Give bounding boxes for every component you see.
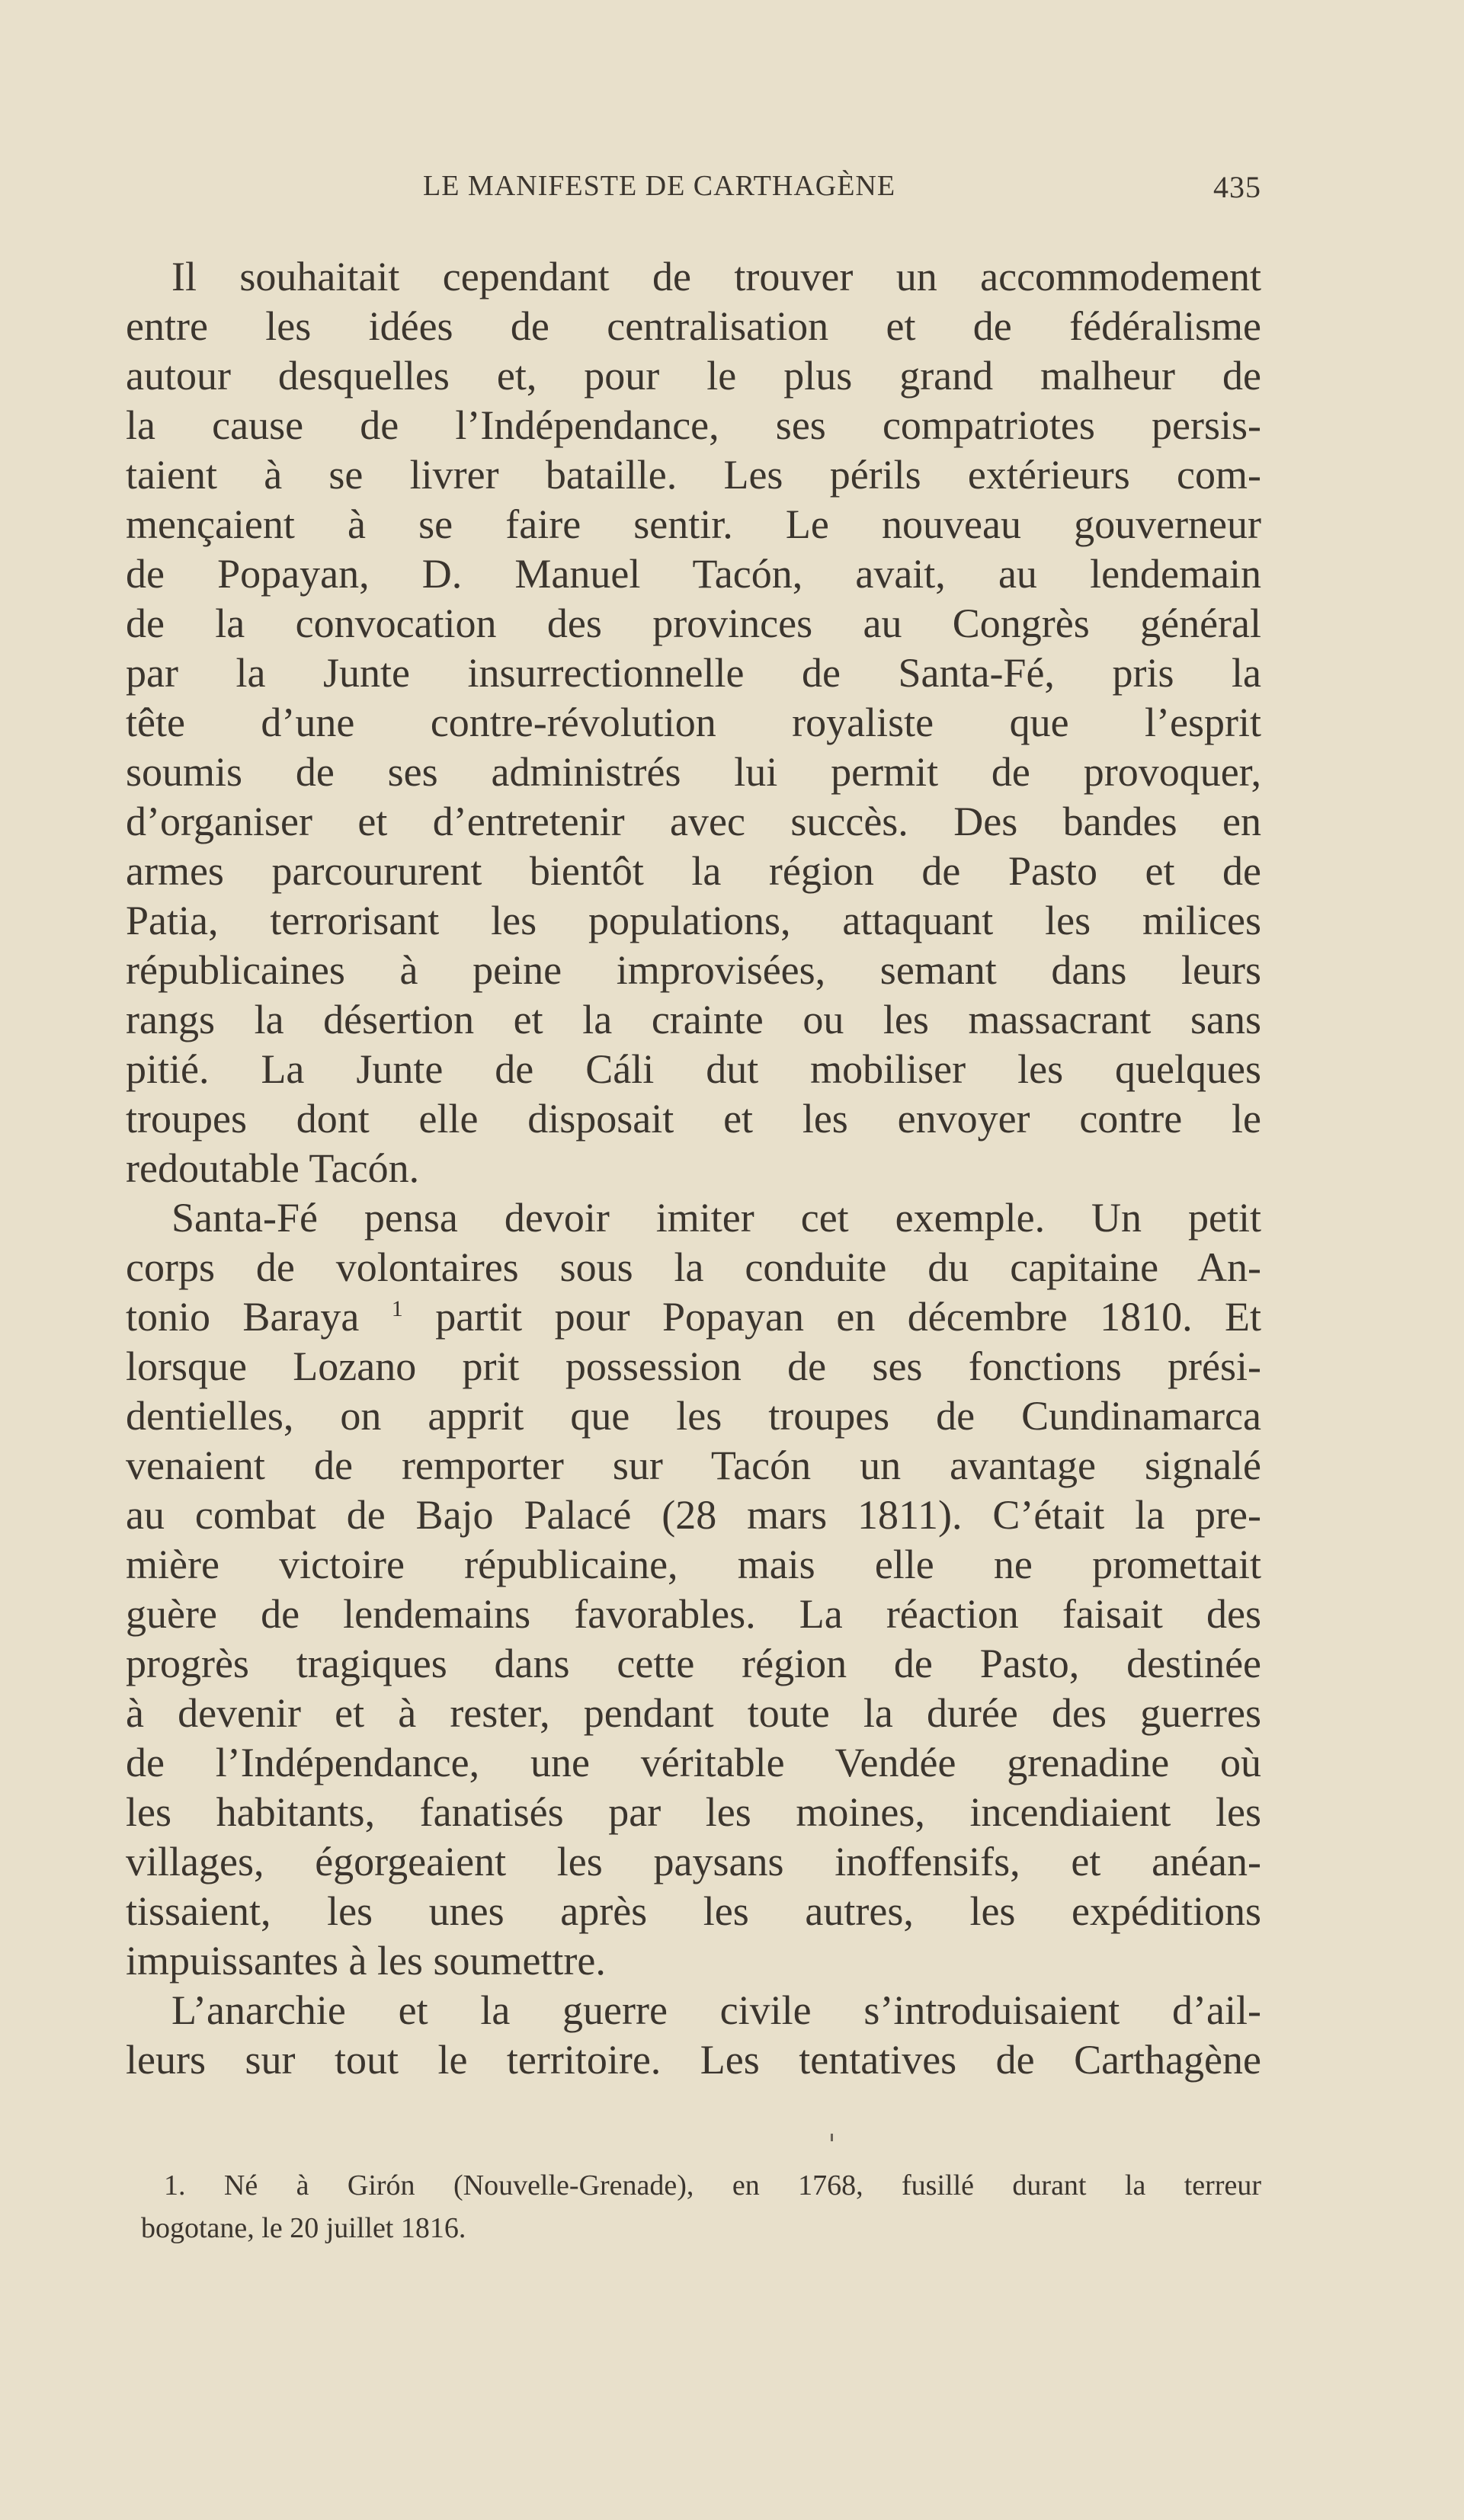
text-line: mençaient à se faire sentir. Le nouveau gouverneur xyxy=(126,501,1261,547)
text-line: Santa-Fé pensa devoir imiter cet exemple. Un petit xyxy=(171,1195,1261,1241)
text-line: tissaient, les unes après les autres, les expéditions xyxy=(126,1888,1261,1934)
text-line: par la Junte insurrectionnelle de Santa-Fé, pris la xyxy=(126,650,1261,696)
text-line: rangs la désertion et la crainte ou les massacrant sans xyxy=(126,997,1261,1042)
text-line: guère de lendemains favorables. La réaction faisait des xyxy=(126,1591,1261,1637)
footnote-line: 1. Né à Girón (Nouvelle-Grenade), en 1768, fusillé durant la terreur xyxy=(164,2169,1261,2201)
line-segment: partit pour Popayan en décembre 1810. Et xyxy=(435,1294,1262,1340)
text-line: troupes dont elle disposait et les envoyer contre le xyxy=(126,1096,1261,1142)
line-segment: tonio Baraya xyxy=(126,1294,360,1340)
running-header xyxy=(423,169,1261,207)
text-line: autour desquelles et, pour le plus grand malheur de xyxy=(126,353,1261,399)
footnote-line: bogotane, le 20 juillet 1816. xyxy=(141,2212,466,2244)
text-line: armes parcoururent bientôt la région de Pasto et de xyxy=(126,848,1261,894)
text-line: pitié. La Junte de Cáli dut mobiliser les quelques xyxy=(126,1046,1261,1092)
text-line: corps de volontaires sous la conduite du capitaine An- xyxy=(126,1244,1261,1290)
text-line: au combat de Bajo Palacé (28 mars 1811). C’était la pre- xyxy=(126,1492,1261,1538)
text-line: Il souhaitait cependant de trouver un accommodement xyxy=(171,254,1261,299)
text-line: impuissantes à les soumettre. xyxy=(126,1938,606,1984)
text-line: mière victoire républicaine, mais elle ne promettait xyxy=(126,1542,1261,1587)
running-title: LE MANIFESTE DE CARTHAGÈNE xyxy=(423,170,896,202)
text-line: taient à se livrer bataille. Les périls extérieurs com- xyxy=(126,452,1261,498)
text-line: L’anarchie et la guerre civile s’introduisaient d’ail- xyxy=(171,1987,1261,2033)
text-line: à devenir et à rester, pendant toute la durée des guerres xyxy=(126,1690,1261,1736)
text-line: redoutable Tacón. xyxy=(126,1145,420,1191)
text-line: tête d’une contre-révolution royaliste que l’esprit xyxy=(126,700,1261,745)
body-text xyxy=(126,252,1261,2085)
text-line: de l’Indépendance, une véritable Vendée grenadine où xyxy=(126,1740,1261,1785)
page-number: 435 xyxy=(1213,170,1261,204)
footnote-reference[interactable]: 1 xyxy=(391,1296,403,1321)
text-line: progrès tragiques dans cette région de Pasto, destinée xyxy=(126,1641,1261,1686)
footnote xyxy=(141,2164,1261,2249)
text-line: entre les idées de centralisation et de fédéralisme xyxy=(126,303,1261,349)
text-line: de la convocation des provinces au Congrès général xyxy=(126,600,1261,646)
text-line: lorsque Lozano prit possession de ses fonctions prési- xyxy=(126,1343,1261,1389)
text-line xyxy=(126,1292,1261,1342)
text-line: soumis de ses administrés lui permit de provoquer, xyxy=(126,749,1261,795)
text-line: leurs sur tout le territoire. Les tentatives de Carthagène xyxy=(126,2037,1261,2083)
text-line: villages, égorgeaient les paysans inoffensifs, et anéan- xyxy=(126,1839,1261,1884)
text-line: de Popayan, D. Manuel Tacón, avait, au lendemain xyxy=(126,551,1261,597)
footnote-separator-mark xyxy=(831,2134,833,2141)
text-line: dentielles, on apprit que les troupes de Cundinamarca xyxy=(126,1393,1261,1439)
text-line: les habitants, fanatisés par les moines, incendiaient les xyxy=(126,1789,1261,1835)
text-line: républicaines à peine improvisées, semant dans leurs xyxy=(126,947,1261,993)
text-line: d’organiser et d’entretenir avec succès. Des bandes en xyxy=(126,799,1261,844)
text-line: venaient de remporter sur Tacón un avantage signalé xyxy=(126,1443,1261,1488)
text-line: la cause de l’Indépendance, ses compatriotes persis- xyxy=(126,402,1261,448)
text-line: Patia, terrorisant les populations, attaquant les milices xyxy=(126,898,1261,943)
